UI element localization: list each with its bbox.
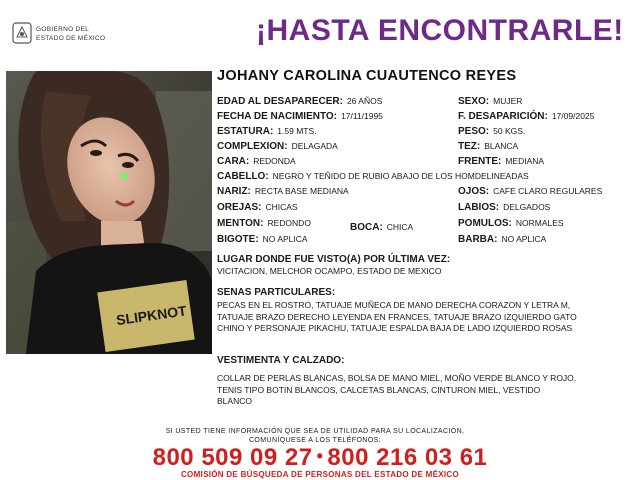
field-label: BOCA: — [350, 222, 383, 233]
government-logo — [10, 20, 120, 48]
missing-person-photo — [6, 71, 212, 354]
logo-line-1: GOBIERNO DEL — [36, 26, 90, 33]
field-fecha-nacimiento — [217, 111, 383, 122]
marks-line: TATUAJE BRAZO DERECHO LEYENDA EN FRANCES, TATUAJE BRAZO IZQUIERDO GATO — [217, 311, 577, 322]
field-value: MUJER — [493, 96, 523, 106]
field-value: REDONDA — [253, 156, 296, 166]
field-value: CHICAS — [265, 202, 298, 212]
field-label: PESO: — [458, 126, 490, 137]
field-label: LABIOS: — [458, 202, 500, 213]
field-complexion — [217, 141, 338, 152]
field-label: EDAD AL DESAPARECER: — [217, 96, 343, 107]
field-value: CHICA — [386, 222, 414, 232]
field-cabello — [217, 171, 529, 182]
field-label: MENTON: — [217, 218, 264, 229]
field-frente — [458, 156, 544, 167]
clothing-title: VESTIMENTA Y CALZADO: — [217, 355, 345, 366]
clothing-text — [217, 373, 576, 408]
field-label: TEZ: — [458, 141, 481, 152]
field-value: MEDIANA — [505, 156, 545, 166]
field-estatura — [217, 126, 317, 137]
marks-line: PECAS EN EL ROSTRO, TATUAJE MUÑECA DE MANO DERECHA CORAZON Y LETRA M, — [217, 300, 571, 310]
contact-notice-line-1: SI USTED TIENE INFORMACIÓN QUE SEA DE UTILIDAD PARA SU LOCALIZACIÓN, — [165, 428, 465, 435]
field-sexo — [458, 96, 522, 107]
field-label: NARIZ: — [217, 186, 251, 197]
field-label: F. DESAPARICIÓN: — [458, 111, 548, 122]
state-seal-icon — [12, 22, 32, 44]
phone-number-1[interactable]: 800 509 09 27 — [152, 444, 313, 471]
field-label: BARBA: — [458, 234, 498, 245]
phone-numbers — [0, 444, 640, 472]
shirt-print: SLIPKNOT — [115, 302, 188, 329]
field-labios — [458, 202, 550, 213]
field-value: REDONDO — [267, 218, 311, 228]
field-boca — [350, 222, 413, 233]
field-peso — [458, 126, 525, 137]
phone-number-2[interactable]: 800 216 03 61 — [327, 444, 488, 471]
field-orejas — [217, 202, 298, 213]
person-name: JOHANY CAROLINA CUAUTENCO REYES — [217, 68, 517, 84]
field-label: OJOS: — [458, 186, 490, 197]
field-value: 17/09/2025 — [551, 111, 595, 121]
distinguishing-marks-text — [217, 300, 577, 335]
field-edad — [217, 96, 382, 107]
field-value: RECTA BASE MEDIANA — [254, 186, 349, 196]
field-label: FECHA DE NACIMIENTO: — [217, 111, 337, 122]
contact-notice-line-2: COMUNÍQUESE A LOS TELÉFONOS: — [248, 437, 382, 444]
headline: ¡HASTA ENCONTRARLE! — [256, 14, 624, 47]
last-seen-title: LUGAR DONDE FUE VISTO(A) POR ÚLTIMA VEZ: — [217, 254, 451, 265]
field-value: NO APLICA — [262, 234, 308, 244]
field-value: DELAGADA — [291, 141, 338, 151]
field-label: OREJAS: — [217, 202, 262, 213]
last-seen-text: VICITACION, MELCHOR OCAMPO, ESTADO DE MEXICO — [217, 266, 442, 276]
logo-line-2: ESTADO DE MÉXICO — [36, 35, 106, 42]
field-fecha-desaparicion — [458, 111, 594, 122]
field-value: 17/11/1995 — [341, 111, 383, 121]
field-value: 50 KGS. — [493, 126, 526, 136]
marks-line: CHINO Y PERSONAJE PIKACHU, TATUAJE ESPALDA BAJA DE LADO IZQUIERDO ROSAS — [217, 323, 573, 334]
field-label: ESTATURA: — [217, 126, 274, 137]
field-pomulos — [458, 218, 564, 229]
field-value: NEGRO Y TEÑIDO DE RUBIO ABAJO DE LOS HOMDELINEADAS — [272, 171, 529, 181]
contact-notice — [150, 427, 480, 445]
field-barba — [458, 234, 546, 245]
clothing-line: COLLAR DE PERLAS BLANCAS, BOLSA DE MANO MIEL, MOÑO VERDE BLANCO Y ROJO, — [217, 373, 577, 383]
field-bigote — [217, 234, 308, 245]
bullet-separator: • — [316, 446, 324, 466]
agency-name: COMISIÓN DE BÚSQUEDA DE PERSONAS DEL ESTADO DE MÉXICO — [180, 470, 459, 479]
field-nariz — [217, 186, 349, 197]
field-label: SEXO: — [458, 96, 490, 107]
field-label: FRENTE: — [458, 156, 502, 167]
field-value: NORMALES — [515, 218, 564, 228]
field-label: BIGOTE: — [217, 234, 259, 245]
clothing-line: TENIS TIPO BOTIN BLANCOS, CALCETAS BLANCAS, CINTURON MIEL, VESTIDO — [217, 384, 541, 395]
distinguishing-marks-title: SENAS PARTICULARES: — [217, 287, 336, 298]
field-value: DELGADOS — [503, 202, 551, 212]
clothing-line: BLANCO — [217, 396, 252, 407]
field-label: CARA: — [217, 156, 250, 167]
field-label: CABELLO: — [217, 171, 269, 182]
field-ojos — [458, 186, 602, 197]
field-value: 26 AÑOS — [346, 96, 383, 106]
field-value: 1.59 MTS. — [277, 126, 317, 136]
field-value: CAFE CLARO REGULARES — [493, 186, 603, 196]
field-label: COMPLEXION: — [217, 141, 288, 152]
field-cara — [217, 156, 296, 167]
field-menton — [217, 218, 311, 229]
field-tez — [458, 141, 518, 152]
field-label: POMULOS: — [458, 218, 512, 229]
field-value: NO APLICA — [501, 234, 547, 244]
field-value: BLANCA — [484, 141, 519, 151]
